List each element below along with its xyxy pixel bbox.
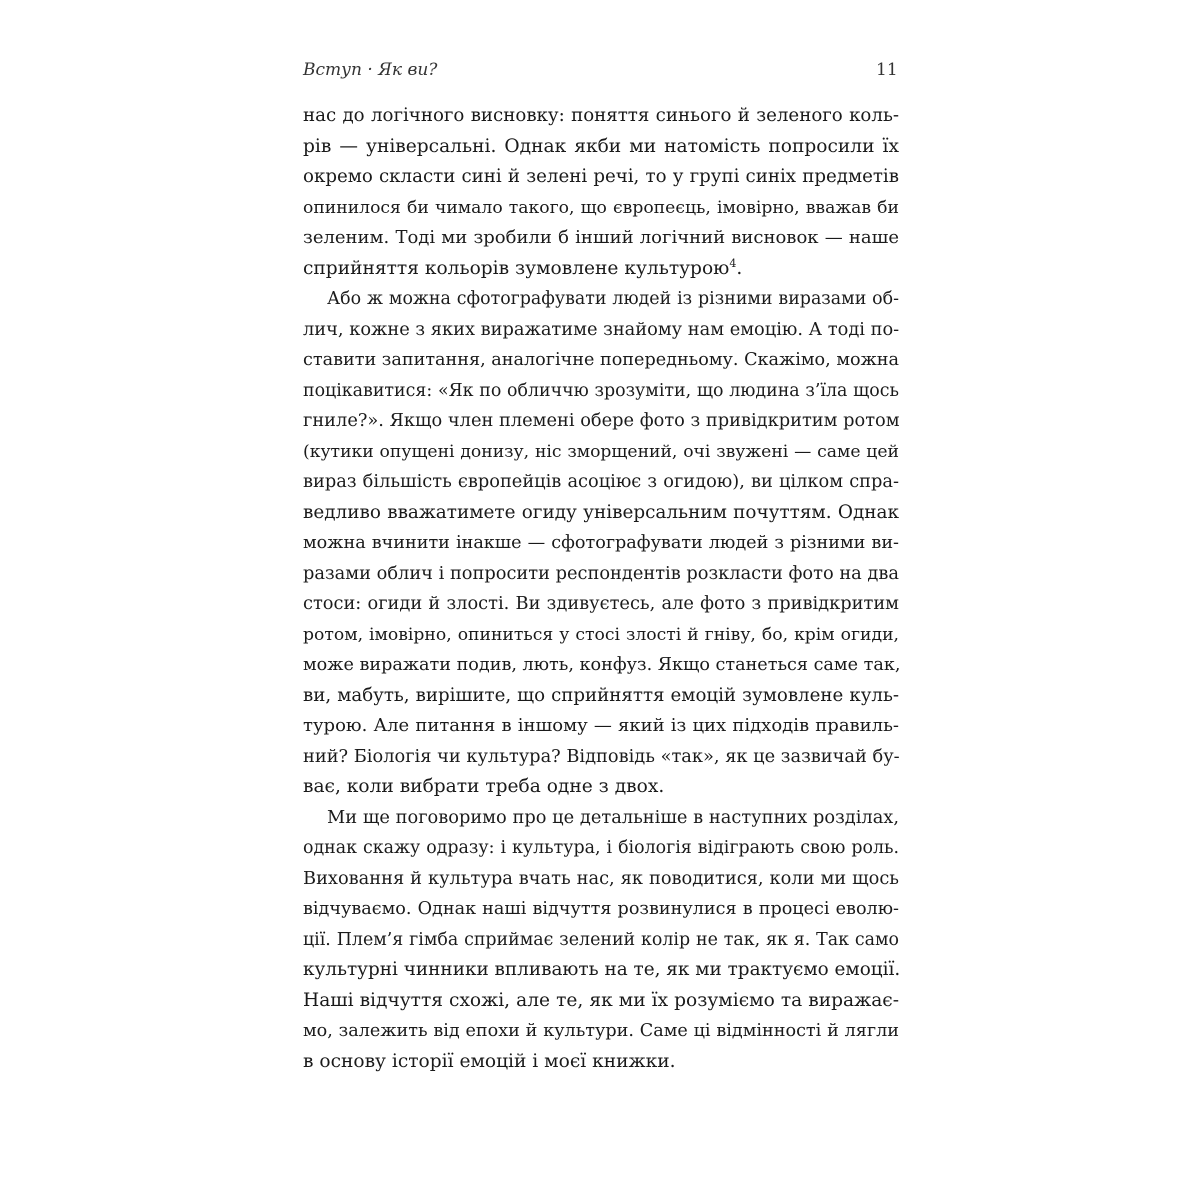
text-line: вираз більшість європейців асоціює з огидою), ви цілком спра- <box>303 471 899 492</box>
text-line: опинилося би чимало такого, що європеєць, імовірно, вважав би <box>303 197 899 218</box>
text-line: ставити запитання, аналогічне попередньому. Скажімо, можна <box>303 350 899 370</box>
text-line: ведливо вважатимете огиду універсальним почуттям. Однак <box>303 501 899 523</box>
paragraph-3 <box>303 803 899 1078</box>
text-line: зеленим. Тоді ми зробили б інший логічний висновок — наше <box>303 227 899 248</box>
text-line: ротом, імовірно, опиниться у стосі злості й гніву, бо, крім огиди, <box>303 624 899 645</box>
text-line: нас до логічного висновку: поняття синього й зеленого коль- <box>303 105 899 126</box>
body-text <box>303 101 899 1077</box>
running-title: Вступ · Як ви? <box>303 60 438 80</box>
text-line: Або ж можна сфотографувати людей із різними виразами об- <box>327 289 899 309</box>
text-line: однак скажу одразу: і культура, і біологія відіграють свою роль. <box>303 838 899 858</box>
text-line: Наші відчуття схожі, але те, як ми їх розуміємо та виражає- <box>303 989 899 1011</box>
paragraph-2 <box>303 284 899 803</box>
text-line: ви, мабуть, вирішите, що сприйняття емоцій зумовлене куль- <box>303 684 899 706</box>
text-line: культурні чинники впливають на те, як ми трактуємо емоції. <box>303 959 901 980</box>
text-line: відчуваємо. Однак наші відчуття розвинулися в процесі еволю- <box>303 899 899 919</box>
page-number: 11 <box>876 60 898 80</box>
text-line: Ми ще поговоримо про це детальніше в наступних розділах, <box>327 806 899 828</box>
text-line: Виховання й культура вчать нас, як поводитися, коли ми щось <box>303 867 899 889</box>
text-line: окремо скласти сині й зелені речі, то у групі синіх предметів <box>303 166 899 187</box>
text-line: гниле?». Якщо член племені обере фото з привідкритим ротом <box>303 410 900 431</box>
text-line: стоси: огиди й злості. Ви здивуєтесь, але фото з привідкритим <box>303 593 899 614</box>
text-line: лич, кожне з яких виражатиме знайому нам емоцію. А тоді по- <box>303 318 900 340</box>
text-line: ції. Плем’я гімба сприймає зелений колір не так, як я. Так само <box>303 929 899 950</box>
text-line: можна вчинити інакше — сфотографувати людей з різними ви- <box>303 533 899 553</box>
text-line: ває, коли вибрати треба одне з двох. <box>303 776 665 797</box>
paragraph-1 <box>303 101 899 284</box>
text-line: може виражати подив, лють, конфуз. Якщо станеться саме так, <box>303 655 901 675</box>
text-line: разами облич і попросити респондентів розкласти фото на два <box>303 562 899 584</box>
text-line: в основу історії емоцій і моєї книжки. <box>303 1050 676 1072</box>
text-line: мо, залежить від епохи й культури. Саме ці відмінності й лягли <box>303 1021 899 1041</box>
text-line: рів — універсальні. Однак якби ми натомість попросили їх <box>303 135 899 157</box>
text-line: ний? Біологія чи культура? Відповідь «так», як це зазвичай бу- <box>303 745 900 767</box>
text-line: сприйняття кольорів зумовлене культурою$^4$. <box>303 256 743 279</box>
footnote-marker: 4 <box>729 256 737 270</box>
text-line: (кутики опущені донизу, ніс зморщений, очі звужені — саме цей <box>303 441 899 462</box>
text-line: турою. Але питання в іншому — який із цих підходів правиль- <box>303 715 899 736</box>
text-line: поцікавитися: «Як по обличчю зрозуміти, що людина з’їла щось <box>303 380 899 401</box>
